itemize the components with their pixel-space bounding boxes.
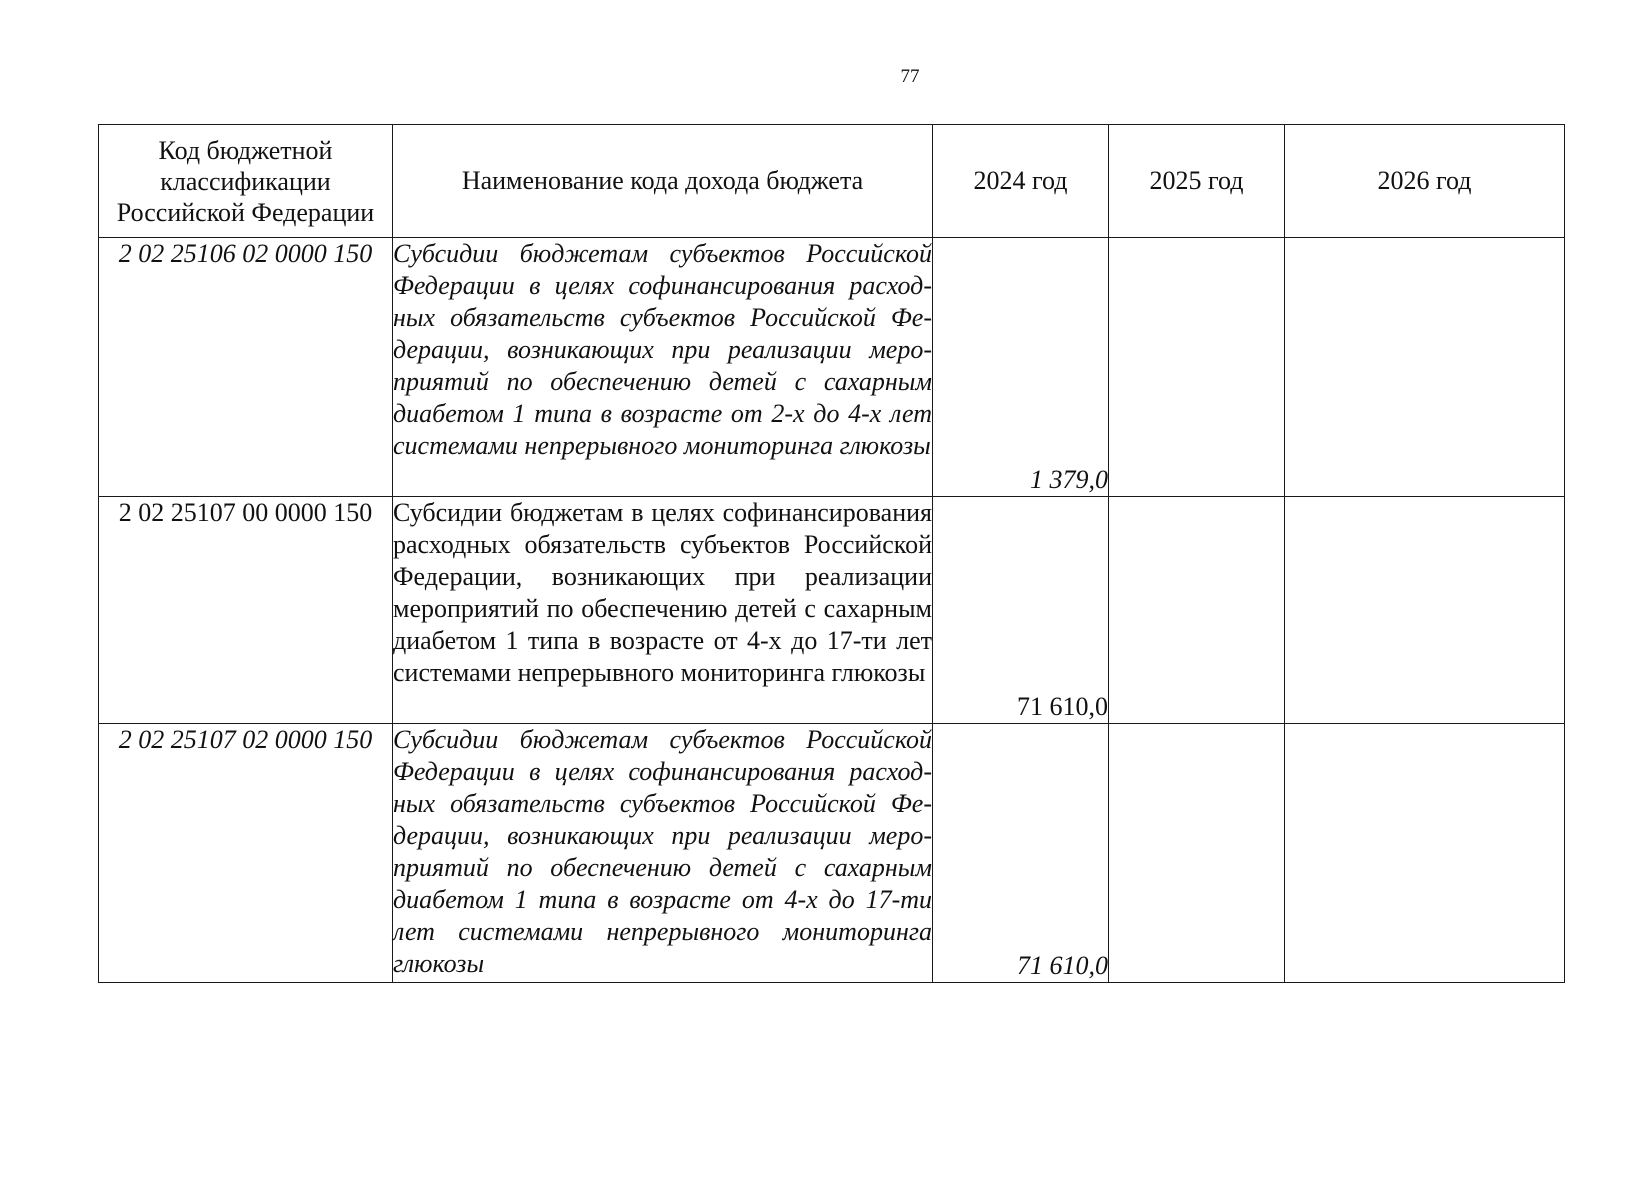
amount-2025-cell bbox=[1109, 497, 1285, 724]
budget-revenue-table bbox=[98, 124, 1565, 983]
header-row bbox=[99, 125, 1565, 238]
table-row bbox=[99, 497, 1565, 724]
amount-2024-cell: 1 379,0 bbox=[933, 238, 1109, 497]
header-budget-code: Код бюджетной классификации Российской Федерации bbox=[99, 125, 393, 238]
header-year-2026: 2026 год bbox=[1285, 125, 1565, 238]
budget-code-cell: 2 02 25107 02 0000 150 bbox=[99, 724, 393, 983]
budget-code-cell: 2 02 25107 00 0000 150 bbox=[99, 497, 393, 724]
amount-2026-cell bbox=[1285, 238, 1565, 497]
table-header bbox=[99, 125, 1565, 238]
amount-2025-cell bbox=[1109, 724, 1285, 983]
table-row bbox=[99, 724, 1565, 983]
amount-2025-cell bbox=[1109, 238, 1285, 497]
header-revenue-name: Наименование кода дохода бюджета bbox=[393, 125, 933, 238]
table-body bbox=[99, 238, 1565, 983]
page-number: 77 bbox=[900, 66, 920, 87]
amount-2024-cell: 71 610,0 bbox=[933, 724, 1109, 983]
header-year-2025: 2025 год bbox=[1109, 125, 1285, 238]
amount-2026-cell bbox=[1285, 724, 1565, 983]
amount-2026-cell bbox=[1285, 497, 1565, 724]
revenue-name-cell: Субсидии бюджетам в целях софинансирования расходных обязательств субъектов Российской Федерации, возникающих при реализации мероприятий по обеспечению детей с сахарным диабетом 1 типа в возрасте от 4-х до 17-ти лет системами непрерывного мониторинга глюкозы bbox=[393, 497, 933, 724]
table-row bbox=[99, 238, 1565, 497]
budget-code-cell: 2 02 25106 02 0000 150 bbox=[99, 238, 393, 497]
header-year-2024: 2024 год bbox=[933, 125, 1109, 238]
revenue-name-cell: Субсидии бюджетам субъектов Российской Федерации в целях софинансирования расходных обязательств субъектов Российской Федерации, возникающих при реализации мероприятий по обеспечению детей с сахарным диабетом 1 типа в возрасте от 4-х до 17-ти лет системами непрерывного мониторинга глюкозы bbox=[393, 724, 933, 983]
revenue-name-cell: Субсидии бюджетам субъектов Российской Федерации в целях софинансирования расходных обязательств субъектов Российской Федерации, возникающих при реализации мероприятий по обеспечению детей с сахарным диабетом 1 типа в возрасте от 2-х до 4-х лет системами непрерывного мониторинга глюкозы bbox=[393, 238, 933, 497]
amount-2024-cell: 71 610,0 bbox=[933, 497, 1109, 724]
